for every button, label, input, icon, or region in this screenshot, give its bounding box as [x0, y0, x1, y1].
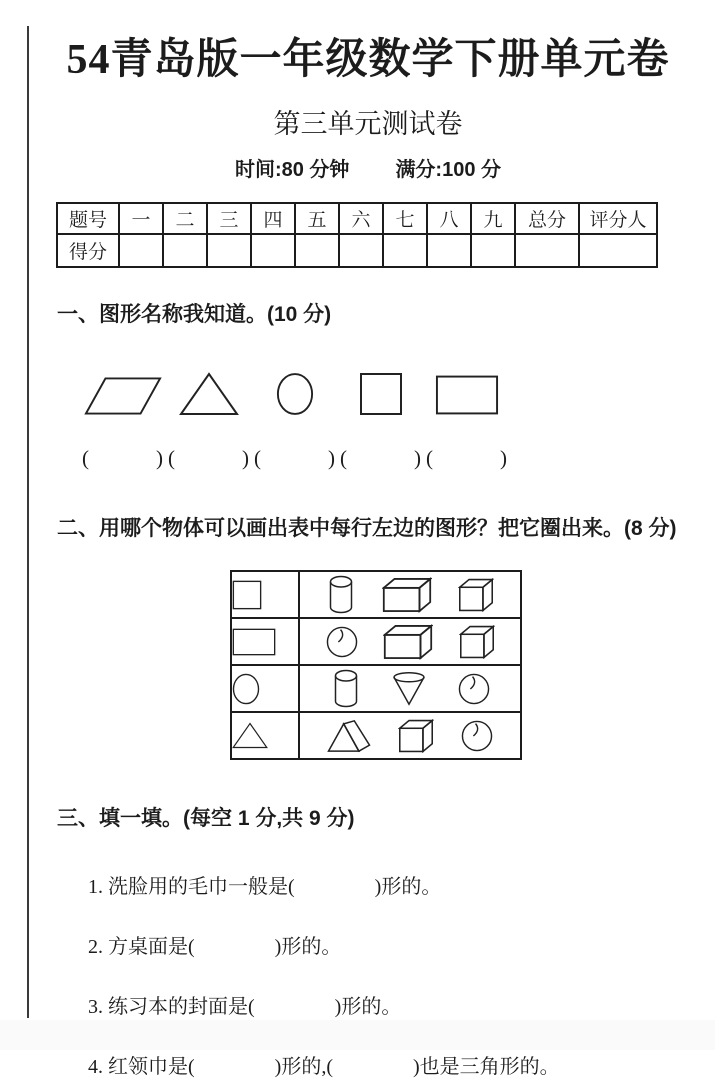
cube-object — [459, 625, 495, 659]
score-cell — [163, 234, 207, 267]
score-col-5: 五 — [295, 203, 339, 234]
score-table-score-row — [57, 234, 657, 267]
sphere-object — [458, 673, 490, 705]
section-one-answer-row — [80, 442, 688, 472]
worksheet-page — [0, 26, 715, 1078]
score-cell — [119, 234, 163, 267]
section-one-shapes-row — [80, 368, 688, 416]
page-edge-line — [27, 26, 29, 1018]
score-col-rater: 评分人 — [579, 203, 657, 234]
fill-in-question-3: 3. 练习本的封面是( )形的。 — [88, 996, 402, 1018]
score-col-6: 六 — [339, 203, 383, 234]
answer-blank: ( ) — [82, 446, 164, 470]
target-triangle-shape — [231, 712, 299, 759]
circle-shape — [252, 368, 338, 416]
answer-blank: ( ) — [340, 446, 422, 470]
score-cell — [251, 234, 295, 267]
score-cell — [339, 234, 383, 267]
option-objects — [300, 713, 520, 758]
score-col-total: 总分 — [515, 203, 579, 234]
cylinder-object — [326, 575, 356, 614]
score-row-label: 得分 — [57, 234, 119, 267]
page-subtitle: 第三单元测试卷 — [273, 109, 463, 139]
match-row — [231, 665, 521, 712]
page-title: 54青岛版一年级数学下册单元卷 — [66, 37, 670, 83]
score-table — [56, 202, 658, 268]
shape-match-table — [230, 570, 522, 760]
cuboid-object — [383, 624, 433, 660]
answer-blank: ( ) — [254, 446, 336, 470]
exam-info-line — [48, 153, 688, 182]
sphere-object — [326, 626, 358, 658]
target-rectangle-shape — [231, 618, 299, 665]
match-row — [231, 571, 521, 618]
score-cell — [427, 234, 471, 267]
target-circle-shape — [231, 665, 299, 712]
rectangle-shape — [424, 368, 510, 416]
match-row — [231, 712, 521, 759]
section-three-heading: 三、填一填。(每空 1 分,共 9 分) — [57, 807, 355, 830]
score-cell — [207, 234, 251, 267]
full-score-label: 满分:100 分 — [395, 159, 502, 181]
score-col-7: 七 — [383, 203, 427, 234]
score-cell — [579, 234, 657, 267]
score-cell — [295, 234, 339, 267]
answer-blank: ( ) — [168, 446, 250, 470]
score-col-8: 八 — [427, 203, 471, 234]
fill-in-question-1: 1. 洗脸用的毛巾一般是( )形的。 — [88, 876, 442, 898]
option-objects — [300, 666, 520, 711]
cuboid-object — [382, 577, 432, 613]
score-col-1: 一 — [119, 203, 163, 234]
score-col-9: 九 — [471, 203, 515, 234]
target-square-shape — [231, 571, 299, 618]
parallelogram-shape — [80, 368, 166, 416]
square-shape — [338, 368, 424, 416]
cube-object — [398, 719, 434, 753]
score-cell — [471, 234, 515, 267]
score-cell — [515, 234, 579, 267]
match-row — [231, 618, 521, 665]
cube-object — [458, 578, 494, 612]
cone-object — [391, 671, 427, 706]
score-table-header-row — [57, 203, 657, 234]
score-col-3: 三 — [207, 203, 251, 234]
score-cell — [383, 234, 427, 267]
score-header-label: 题号 — [57, 203, 119, 234]
sphere-object — [461, 720, 493, 752]
option-objects — [300, 572, 520, 617]
section-one-heading: 一、图形名称我知道。(10 分) — [57, 303, 332, 326]
cylinder-object — [331, 669, 361, 708]
time-label: 时间:80 分钟 — [234, 159, 350, 181]
worksheet-content — [48, 26, 688, 1079]
prism-object — [327, 719, 371, 753]
fill-in-question-4: 4. 红领巾是( )形的,( )也是三角形的。 — [88, 1056, 560, 1078]
answer-blank: ( ) — [426, 446, 508, 470]
option-objects — [300, 619, 520, 664]
score-col-2: 二 — [163, 203, 207, 234]
triangle-shape — [166, 368, 252, 416]
score-col-4: 四 — [251, 203, 295, 234]
section-two-heading: 二、用哪个物体可以画出表中每行左边的图形？把它圈出来。(8 分) — [57, 517, 677, 540]
fill-in-question-2: 2. 方桌面是( )形的。 — [88, 936, 342, 958]
